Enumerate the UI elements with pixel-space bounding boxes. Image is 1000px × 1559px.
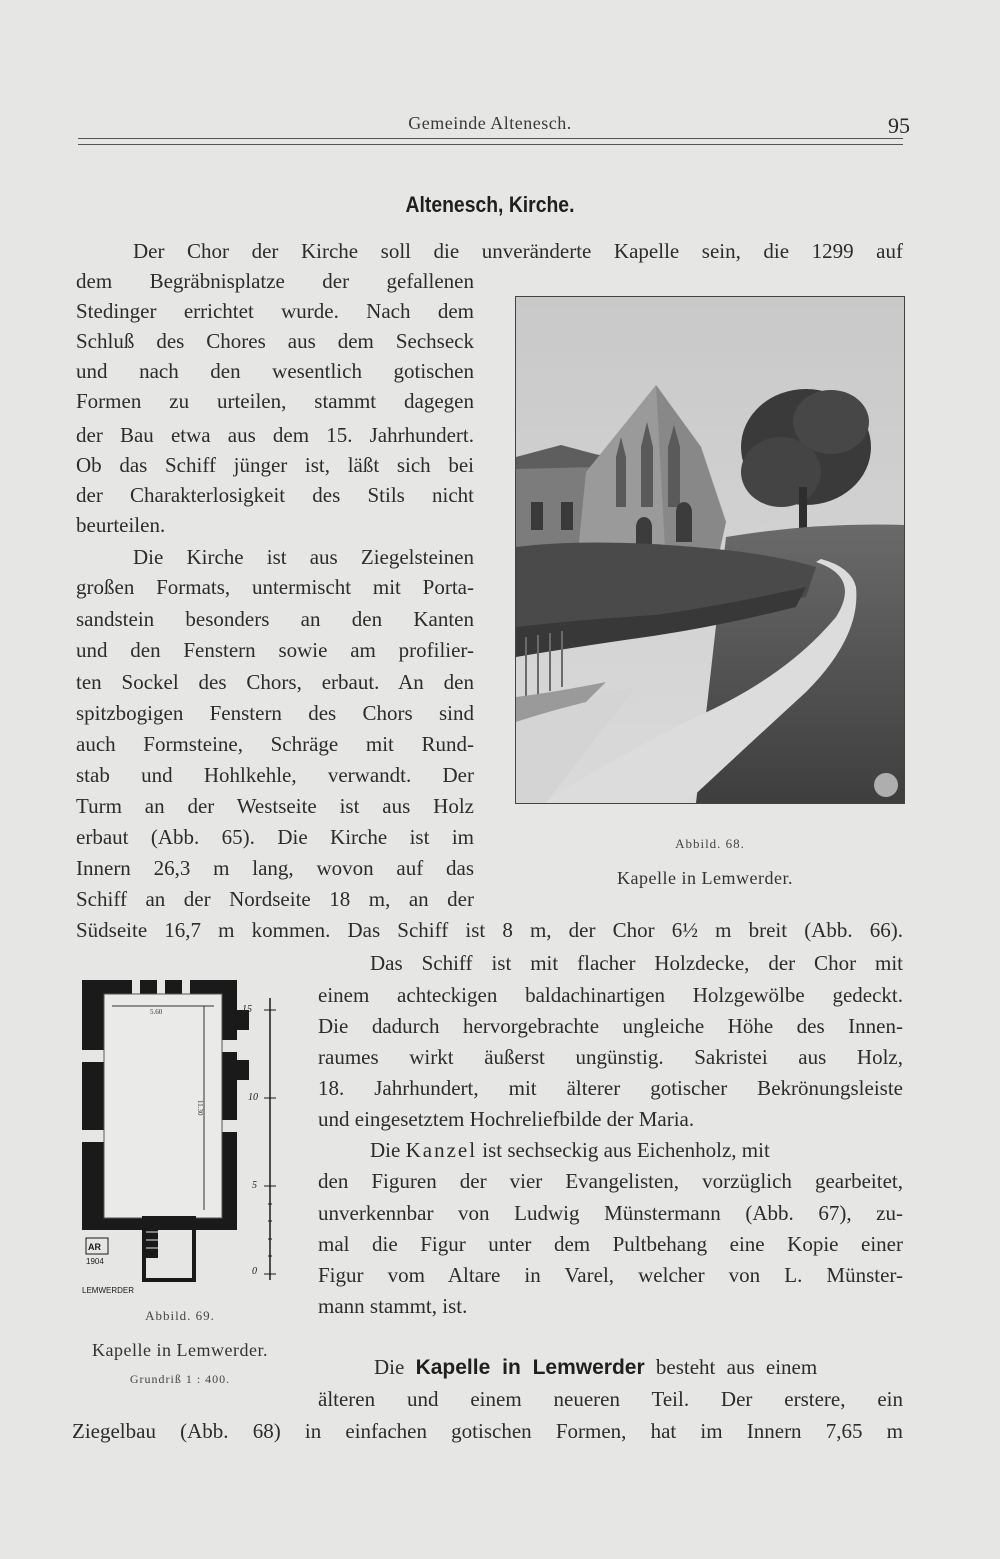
body-line: Innern 26,3 m lang, wovon auf das — [76, 856, 474, 880]
body-line: und nach den wesentlich gotischen — [76, 359, 474, 383]
scale-label-5: 5 — [252, 1180, 257, 1191]
body-line: stab und Hohlkehle, verwandt. Der — [76, 763, 474, 787]
floor-plan-drawing — [72, 970, 292, 1310]
body-line: Figur vom Altare in Varel, welcher von L. Münster- — [318, 1263, 903, 1287]
body-line-kanzel — [370, 1135, 903, 1165]
body-line: Formen zu urteilen, stammt dagegen — [76, 389, 474, 413]
body-line: Schluß des Chores aus dem Sechseck — [76, 329, 474, 353]
word: besteht aus einem — [655, 1355, 818, 1379]
body-line: beurteilen. — [76, 513, 166, 537]
scale-label-0: 0 — [252, 1266, 257, 1277]
body-line-kapelle — [374, 1352, 903, 1382]
chapel-photograph — [515, 296, 905, 804]
body-line: erbaut (Abb. 65). Die Kirche ist im — [76, 825, 474, 849]
body-line: und eingesetztem Hochreliefbilde der Maria. — [318, 1107, 695, 1131]
body-line: und den Fenstern sowie am profilier- — [76, 638, 474, 662]
body-line: raumes wirkt äußerst ungünstig. Sakristei aus Holz, — [318, 1045, 903, 1069]
plan-year: 1904 — [86, 1257, 104, 1266]
plan-width-dim: 5.60 — [150, 1008, 163, 1016]
body-line: den Figuren der vier Evangelisten, vorzüglich gearbeitet, — [318, 1169, 903, 1193]
scale-label-15: 15 — [242, 1004, 252, 1015]
body-line: Der Chor der Kirche soll die unveränderte Kapelle sein, die 1299 auf — [133, 239, 903, 263]
body-line: älteren und einem neueren Teil. Der erstere, ein — [318, 1387, 903, 1411]
figure-69-label: Abbild. 69. — [145, 1308, 215, 1323]
figure-69-caption: Kapelle in Lemwerder. — [92, 1340, 268, 1360]
section-heading: Altenesch, Kirche. — [405, 192, 575, 217]
emphasis-kanzel: Kanzel — [405, 1138, 478, 1162]
body-line: Die dadurch hervorgebrachte ungleiche Höhe des Innen- — [318, 1014, 903, 1038]
emphasis-kapelle: Kapelle in Lemwerder — [415, 1356, 645, 1379]
body-line: spitzbogigen Fenstern des Chors sind — [76, 701, 474, 725]
photo-monogram — [874, 773, 898, 797]
body-line: der Bau etwa aus dem 15. Jahrhundert. — [76, 423, 474, 447]
running-header: Gemeinde Altenesch. — [408, 113, 572, 133]
body-line: auch Formsteine, Schräge mit Rund- — [76, 732, 474, 756]
word: ist sechseckig aus Eichenholz, mit — [482, 1138, 770, 1162]
header-rule — [78, 144, 903, 145]
body-line: Die Kirche ist aus Ziegelsteinen — [133, 545, 474, 569]
word: Die — [370, 1138, 401, 1162]
body-line: mann stammt, ist. — [318, 1294, 468, 1318]
body-line: der Charakterlosigkeit des Stils nicht — [76, 483, 474, 507]
page-number: 95 — [888, 113, 910, 138]
scale-label-10: 10 — [248, 1092, 258, 1103]
header-rule — [78, 138, 903, 139]
body-line: dem Begräbnisplatze der gefallenen — [76, 269, 474, 293]
body-line: Ob das Schiff jünger ist, läßt sich bei — [76, 453, 474, 477]
chapel-photo-drawing — [516, 297, 904, 803]
body-line: unverkennbar von Ludwig Münstermann (Abb. 67), zu- — [318, 1201, 903, 1225]
body-line: Turm an der Westseite ist aus Holz — [76, 794, 474, 818]
figure-69-scale: Grundriß 1 : 400. — [129, 1372, 231, 1386]
body-line: Stedinger errichtet wurde. Nach dem — [76, 299, 474, 323]
body-line: Südseite 16,7 m kommen. Das Schiff ist 8 m, der Chor 6½ m breit (Abb. 66). — [76, 918, 903, 942]
floor-plan — [72, 970, 292, 1310]
body-line: sandstein besonders an den Kanten — [76, 607, 474, 631]
figure-68-caption: Kapelle in Lemwerder. — [617, 868, 793, 888]
figure-68-label: Abbild. 68. — [675, 836, 745, 851]
body-line: Schiff an der Nordseite 18 m, an der — [76, 887, 474, 911]
plan-place: LEMWERDER — [82, 1286, 135, 1295]
body-line: ten Sockel des Chors, erbaut. An den — [76, 670, 474, 694]
body-line: 18. Jahrhundert, mit älterer gotischer Bekrönungsleiste — [318, 1076, 903, 1100]
body-line: Ziegelbau (Abb. 68) in einfachen gotischen Formen, hat im Innern 7,65 m — [72, 1419, 903, 1443]
body-line: großen Formats, untermischt mit Porta- — [76, 575, 474, 599]
body-line: mal die Figur unter dem Pultbehang eine Kopie einer — [318, 1232, 903, 1256]
body-line: einem achteckigen baldachinartigen Holzgewölbe gedeckt. — [318, 983, 903, 1007]
body-line: Das Schiff ist mit flacher Holzdecke, der Chor mit — [370, 951, 903, 975]
word: Die — [374, 1355, 405, 1379]
plan-length-dim: 11.30 — [196, 1100, 204, 1116]
plan-monogram: AR — [88, 1242, 101, 1252]
